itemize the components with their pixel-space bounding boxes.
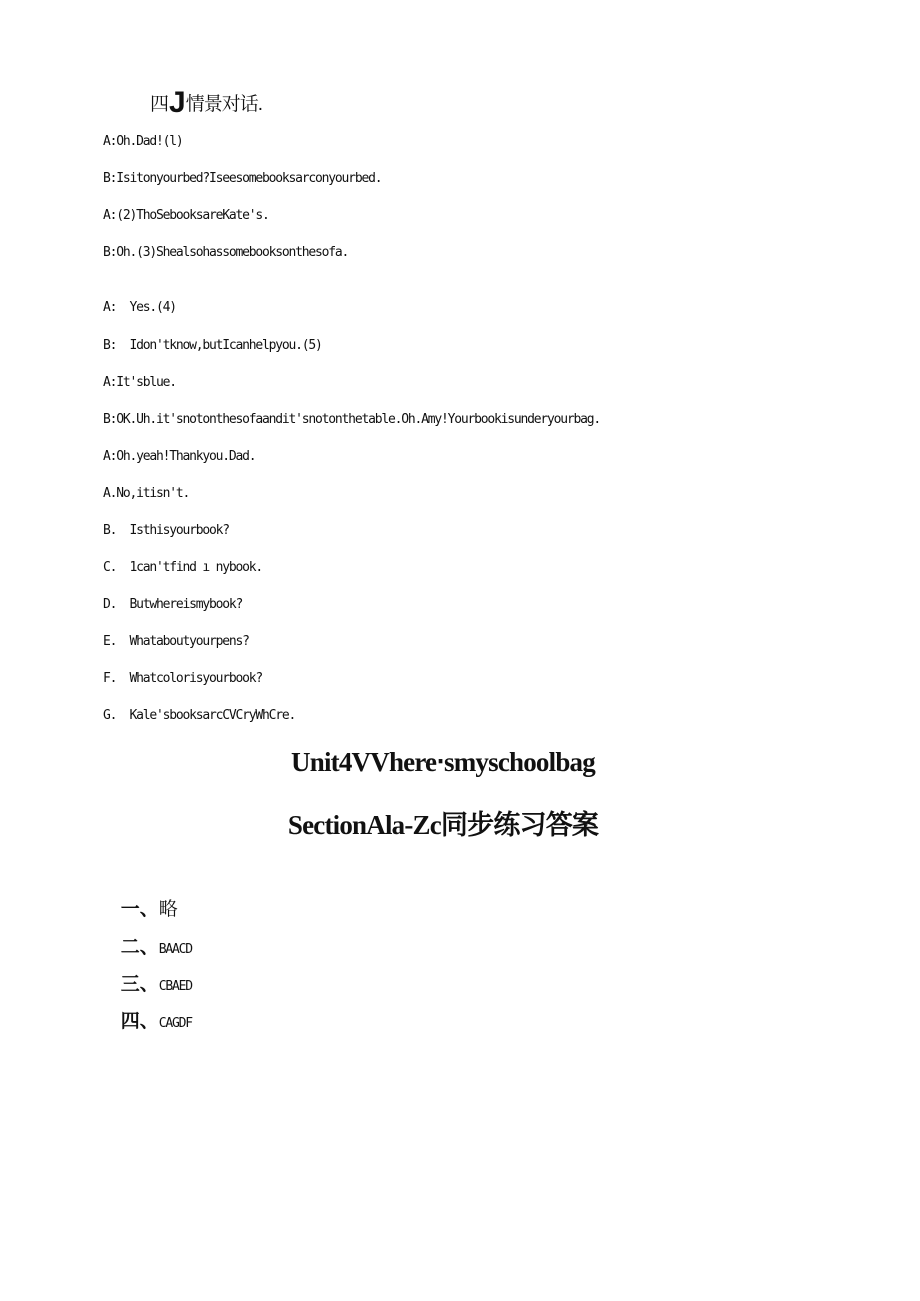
- dialogue-line: B:Oh.(3)Shealsohassomebooksonthesofa.: [103, 245, 349, 260]
- answer-value: CBAED: [158, 979, 192, 994]
- answer-number: 二、: [120, 937, 159, 958]
- dialogue-line: A:(2)ThoSebooksareKate's.: [103, 208, 269, 223]
- dialogue-line: B: Idon'tknow,butIcanhelpyou.(5): [103, 338, 322, 353]
- answer-value: 略: [158, 899, 178, 920]
- option-item: D. Butwhereismybook?: [103, 597, 243, 612]
- section-heading-text: 情景对话.: [185, 94, 262, 115]
- option-item: G. Kale'sbooksarcCVCryWhCre.: [103, 708, 296, 723]
- option-item: C. 1can'tfind ı nybook.: [103, 560, 263, 575]
- answer-number: 四、: [120, 1011, 159, 1032]
- option-item: B. Isthisyourbook?: [103, 523, 229, 538]
- answer-number: 三、: [120, 974, 159, 995]
- section-heading-mark: J: [169, 86, 185, 119]
- unit-title: Unit4VVhere‧smyschoolbag: [291, 747, 595, 777]
- dialogue-line: B:OK.Uh.it'snotonthesofaandit'snotonthetable.Oh.Amy!Yourbookisunderyourbag.: [103, 412, 600, 427]
- option-item: A.No,itisn't.: [103, 486, 190, 501]
- option-item: E. Whataboutyourpens?: [103, 634, 249, 649]
- answer-row: [103, 988, 192, 1051]
- answer-value: BAACD: [158, 942, 192, 957]
- section-heading-number: 四: [150, 94, 169, 115]
- dialogue-line: B:Isitonyourbed?Iseesomebooksarconyourbed.: [103, 171, 382, 186]
- option-item: F. Whatcolorisyourbook?: [103, 671, 263, 686]
- dialogue-line: A:Oh.Dad!(l): [103, 134, 183, 149]
- answer-key-title: SectionAla-Zc同步练习答案: [287, 810, 599, 840]
- section-heading: [150, 86, 262, 120]
- answer-number: 一、: [120, 899, 159, 920]
- answer-value: CAGDF: [158, 1016, 192, 1031]
- dialogue-line: A:Oh.yeah!Thankyou.Dad.: [103, 449, 256, 464]
- dialogue-line: A: Yes.(4): [103, 300, 176, 315]
- dialogue-line: A:It'sblue.: [103, 375, 176, 390]
